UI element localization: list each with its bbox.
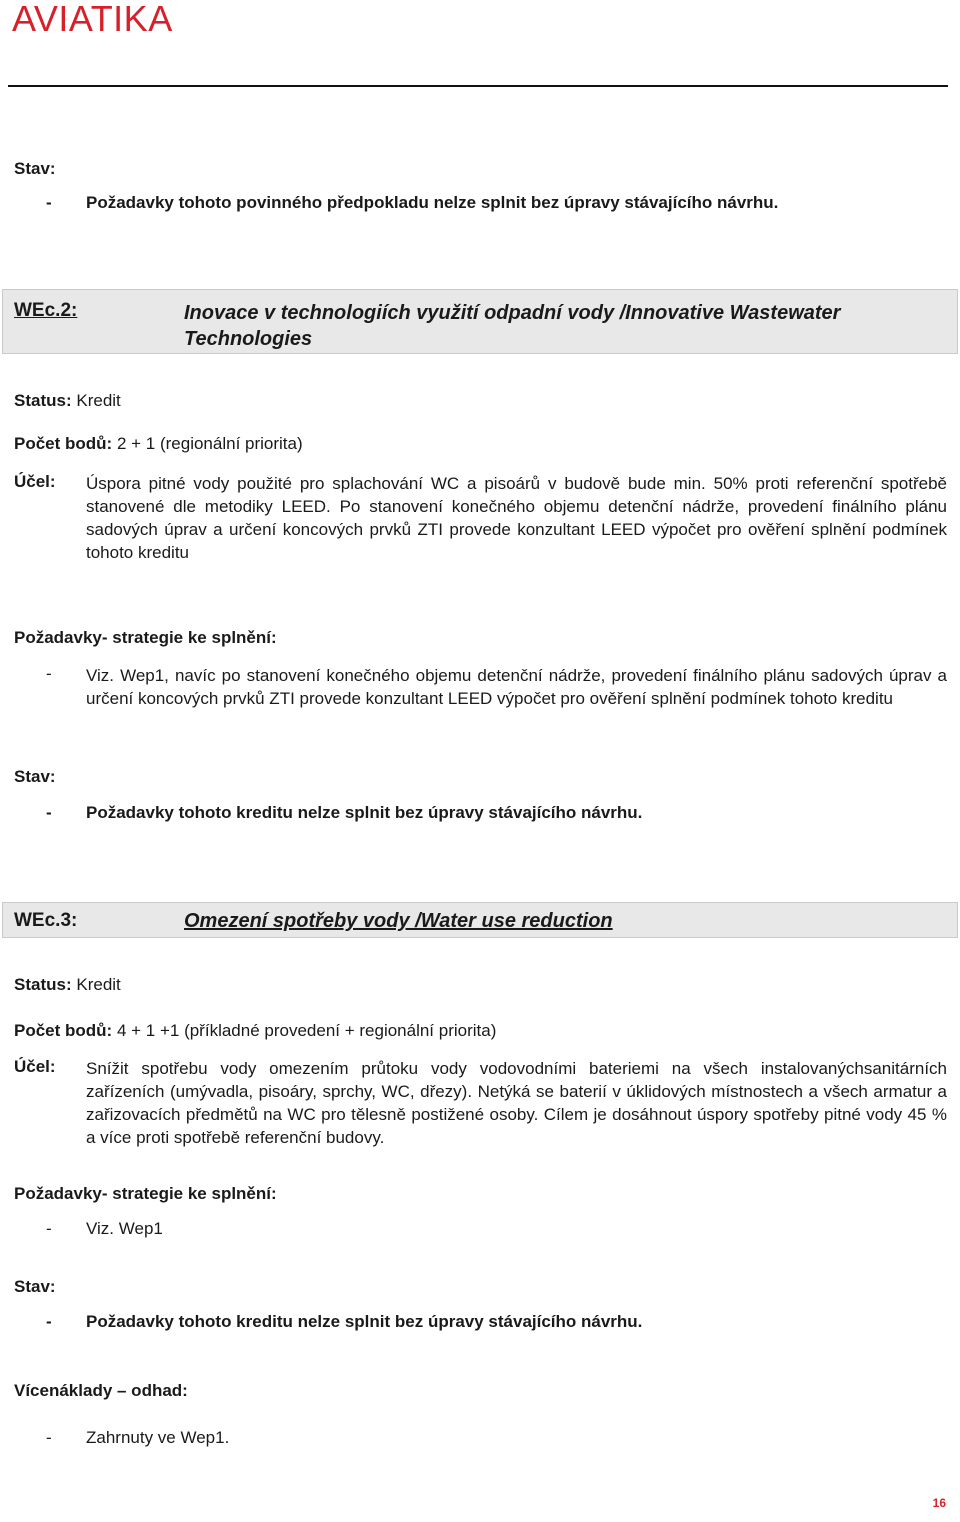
credit-title: Inovace v technologiích využití odpadní vody /Innovative Wastewater Technologies — [184, 302, 841, 350]
stav-text: Požadavky tohoto kreditu nelze splnit bez úpravy stávajícího návrhu. — [86, 803, 643, 822]
stav-label: Stav: — [14, 767, 56, 786]
header-rule — [8, 85, 948, 87]
credit-code: WEc.3: — [14, 910, 78, 931]
status-row: Status: Kredit — [14, 975, 121, 994]
bullet-dash: - — [46, 803, 52, 822]
points-row: Počet bodů: 4 + 1 +1 (příkladné provedení + regionální priorita) — [14, 1021, 497, 1040]
bullet-dash: - — [46, 1428, 52, 1447]
bullet-dash: - — [46, 193, 52, 212]
credit-title: Omezení spotřeby vody /Water use reduction — [184, 910, 613, 932]
prev-stav-label: Stav: — [14, 159, 56, 178]
purpose-text: Úspora pitné vody použité pro splachování WC a pisoárů v budově bude min. 50% proti referenční spotřebě stanovené dle metodiky LEED. Po stanovení konečného objemu detenční nádrže, provedení finálního plánu sadových úprav a určení koncových prvků ZTI provede konzultant LEED výpočet pro ověření splnění podmínek tohoto kreditu — [86, 474, 947, 562]
credit-code: WEc.2: — [14, 300, 78, 321]
bullet-dash: - — [46, 1312, 52, 1331]
requirements-text: Viz. Wep1, navíc po stanovení konečného objemu detenční nádrže, provedení finálního plánu sadových úprav a určení koncových prvků ZTI provede konzultant LEED výpočet pro ověření splnění podmínek tohoto kreditu — [86, 666, 947, 708]
prev-stav-text: Požadavky tohoto povinného předpokladu nelze splnit bez úpravy stávajícího návrhu. — [86, 193, 779, 212]
points-row: Počet bodů: 2 + 1 (regionální priorita) — [14, 434, 303, 453]
status-row: Status: Kredit — [14, 391, 121, 410]
purpose-label: Účel: — [14, 472, 56, 491]
extra-costs-text: Zahrnuty ve Wep1. — [86, 1428, 230, 1447]
bullet-dash: - — [46, 1219, 52, 1238]
bullet-dash: - — [46, 664, 52, 683]
page-number: 16 — [932, 1496, 946, 1510]
extra-costs-label: Vícenáklady – odhad: — [14, 1381, 188, 1400]
stav-label: Stav: — [14, 1277, 56, 1296]
extra-costs-item — [46, 1428, 229, 1448]
purpose-label: Účel: — [14, 1057, 56, 1076]
prev-stav-item — [46, 193, 778, 213]
stav-item — [46, 1312, 642, 1332]
stav-text: Požadavky tohoto kreditu nelze splnit bez úpravy stávajícího návrhu. — [86, 1312, 643, 1331]
brand-logo: AVIATIKA — [12, 0, 173, 39]
purpose-text: Snížit spotřebu vody omezením průtoku vody vodovodními bateriemi na všech instalovanýchsanitárních zařízeních (umývadla, pisoáry, sprchy, WC, dřezy). Netýká se baterií v úklidových místnostech a všech armatur a zařizovacích předmětů na WC pro tělesně postižené osoby. Cílem je dosáhnout úspory spotřeby pitné vody 45 % a více proti spotřebě referenční budovy. — [86, 1059, 947, 1147]
requirements-text: Viz. Wep1 — [86, 1219, 163, 1238]
stav-item — [46, 803, 642, 823]
requirements-item — [46, 1219, 163, 1239]
requirements-label: Požadavky- strategie ke splnění: — [14, 628, 277, 647]
requirements-label: Požadavky- strategie ke splnění: — [14, 1184, 277, 1203]
